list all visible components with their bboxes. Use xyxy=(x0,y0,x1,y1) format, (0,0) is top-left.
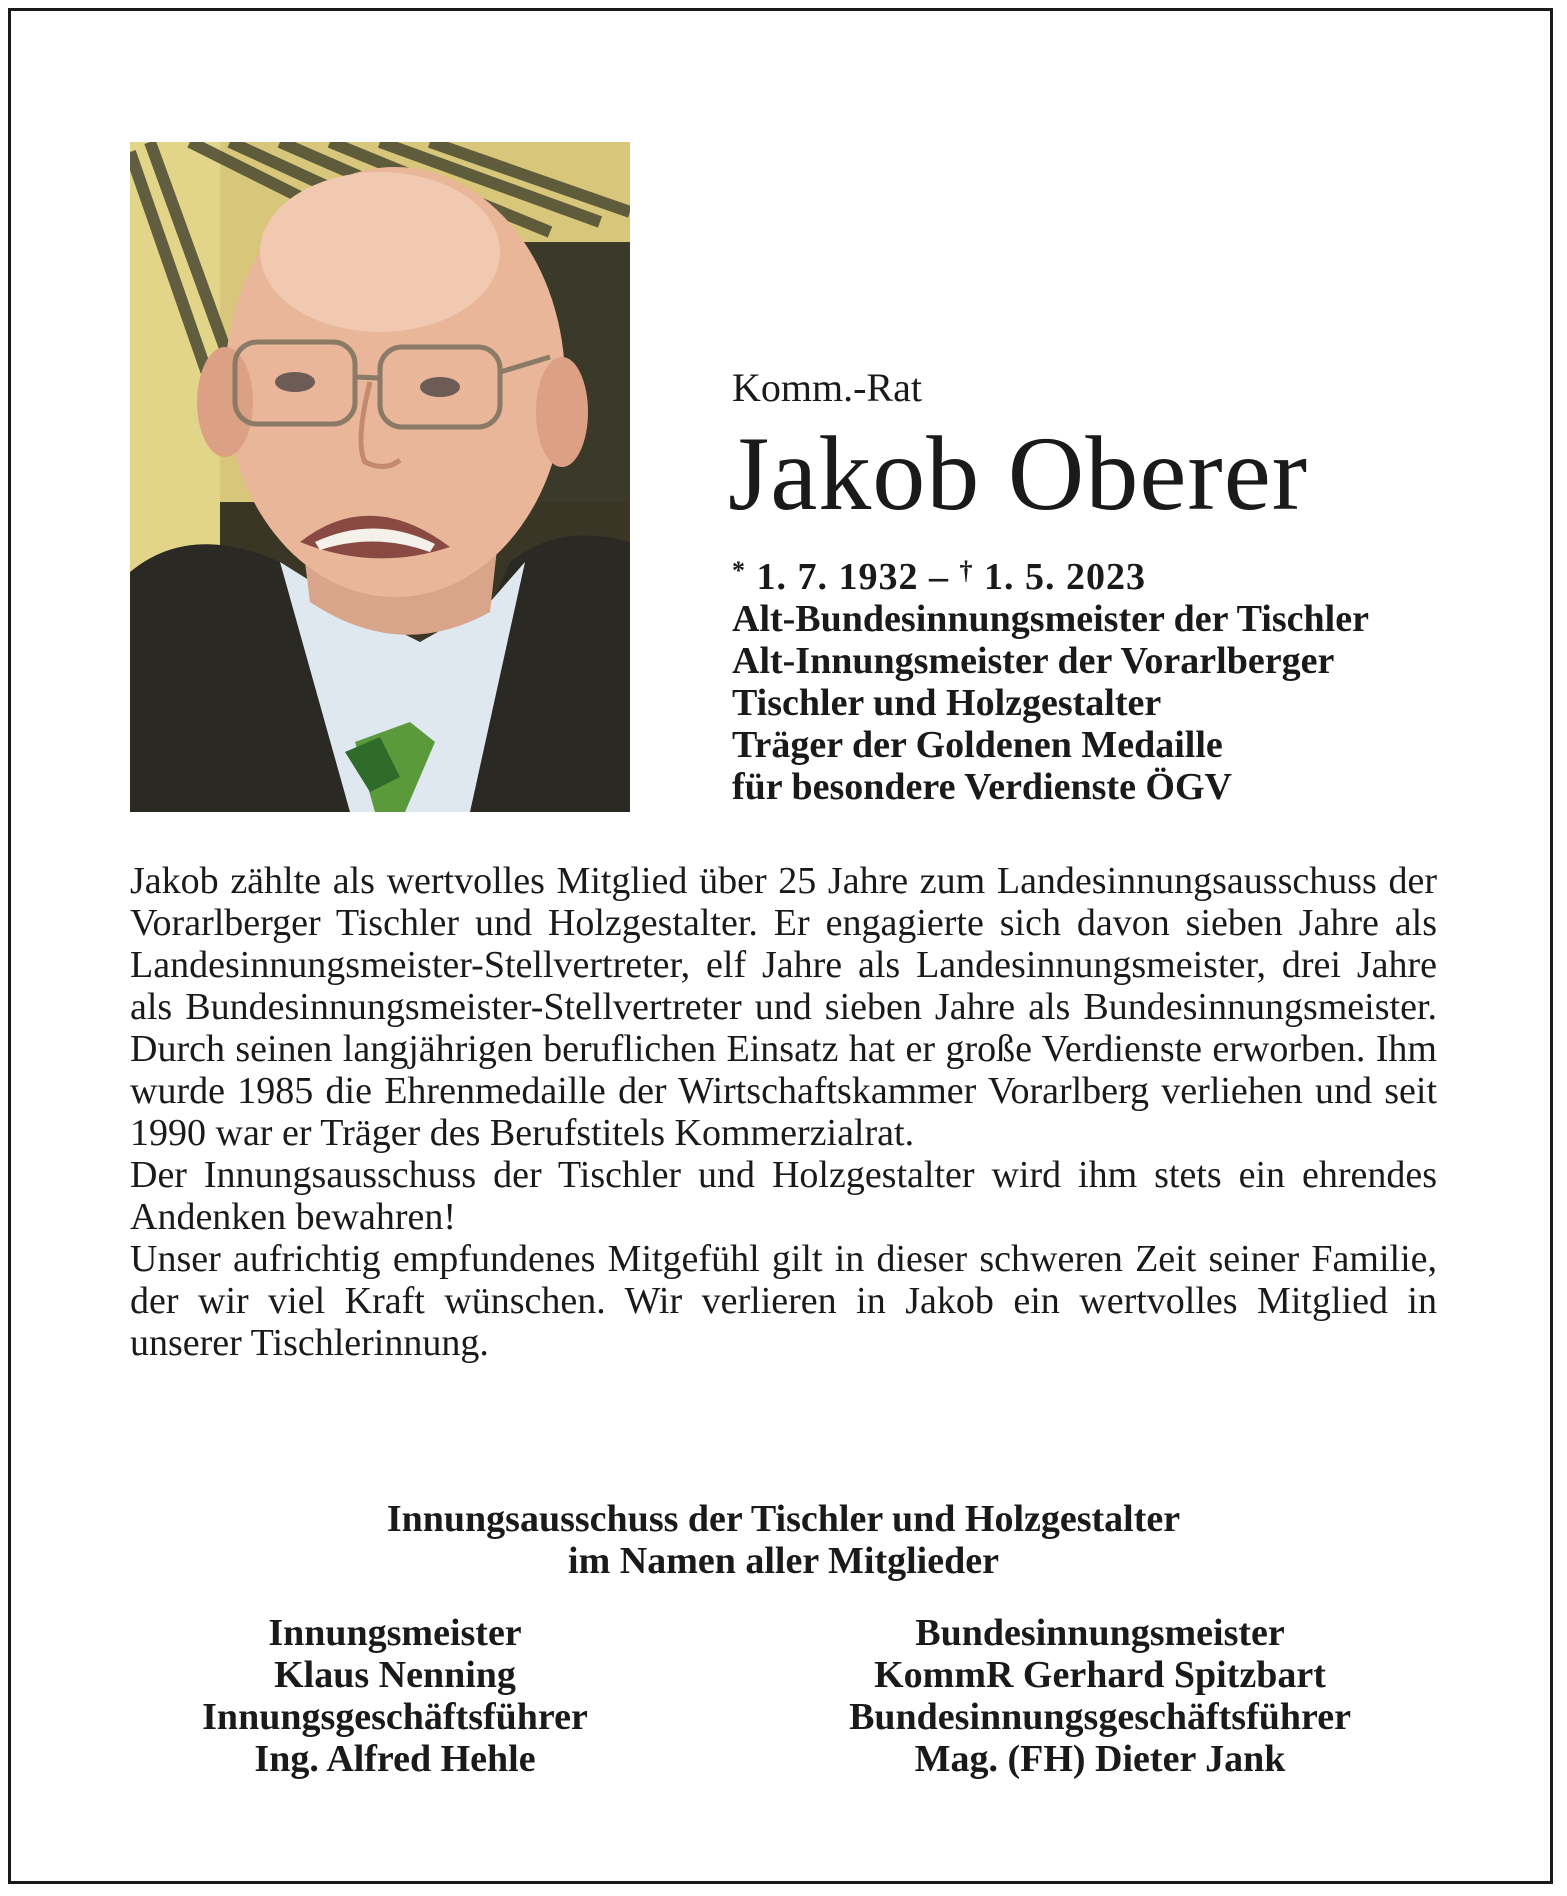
signatory-subheading: im Namen aller Mitglieder xyxy=(568,1540,999,1582)
death-symbol: † xyxy=(959,556,974,585)
signatory-organization: Innungsausschuss der Tischler und Holzgestalter xyxy=(386,1498,1181,1540)
death-date: 1. 5. 2023 xyxy=(984,556,1146,598)
obituary-paragraph: Der Innungsausschuss der Tischler und Holzgestalter wird ihm stets ein ehrendes Andenken bewahren! xyxy=(130,1154,1437,1238)
honor-titles xyxy=(732,598,1532,808)
birth-date: 1. 7. 1932 xyxy=(756,556,919,598)
signatory-name: KommR Gerhard Spitzbart xyxy=(874,1654,1326,1696)
signatory-name: Klaus Nenning xyxy=(274,1654,516,1696)
obituary-text xyxy=(130,860,1437,1364)
signatory-role: Bundesinnungsmeister xyxy=(915,1612,1285,1654)
portrait-photo xyxy=(130,142,630,812)
portrait-illustration xyxy=(130,142,630,812)
title-line: Träger der Goldenen Medaille xyxy=(732,724,1223,766)
title-line: Alt-Innungsmeister der Vorarlberger xyxy=(732,640,1335,682)
signatory-heading xyxy=(130,1498,1437,1582)
obituary-paragraph: Unser aufrichtig empfundenes Mitgefühl gilt in dieser schweren Zeit seiner Familie, der wir viel Kraft wünschen. Wir verlieren in Jakob ein wertvolles Mitglied in unserer Tischlerinnung. xyxy=(130,1238,1437,1364)
life-dates xyxy=(732,550,1532,598)
signatory-role: Bundesinnungsgeschäftsführer xyxy=(849,1696,1351,1738)
title-line: Tischler und Holzgestalter xyxy=(732,682,1162,724)
signatory-role: Innungsgeschäftsführer xyxy=(202,1696,588,1738)
notice-header xyxy=(728,364,1532,808)
signatory-name: Mag. (FH) Dieter Jank xyxy=(914,1738,1286,1780)
birth-symbol: * xyxy=(732,556,746,585)
date-separator: – xyxy=(929,556,949,598)
signatory-left xyxy=(130,1612,660,1780)
honorific-title: Komm.-Rat xyxy=(732,365,922,410)
obituary-paragraph: Jakob zählte als wertvolles Mitglied über 25 Jahre zum Landesinnungsausschuss der Vorarlberger Tischler und Holzgestalter. Er engagierte sich davon sieben Jahre als Landesinnungsmeister-Stellvertreter, elf Jahre als Landesinnungsmeister, drei Jahre als Bundesinnungsmeister-Stellvertreter und sieben Jahre als Bundesinnungsmeister. Durch seinen langjährigen beruflichen Einsatz hat er große Verdienste erworben. Ihm wurde 1985 die Ehrenmedaille der Wirtschaftskammer Vorarlberg verliehen und seit 1990 war er Träger des Berufstitels Kommerzialrat. xyxy=(130,860,1437,1154)
title-line: Alt-Bundesinnungsmeister der Tischler xyxy=(732,598,1369,640)
title-line: für besondere Verdienste ÖGV xyxy=(732,766,1232,808)
signatory-role: Innungsmeister xyxy=(268,1612,522,1654)
signatory-right xyxy=(760,1612,1440,1780)
deceased-name: Jakob Oberer xyxy=(728,415,1309,532)
signatory-name: Ing. Alfred Hehle xyxy=(254,1738,536,1780)
